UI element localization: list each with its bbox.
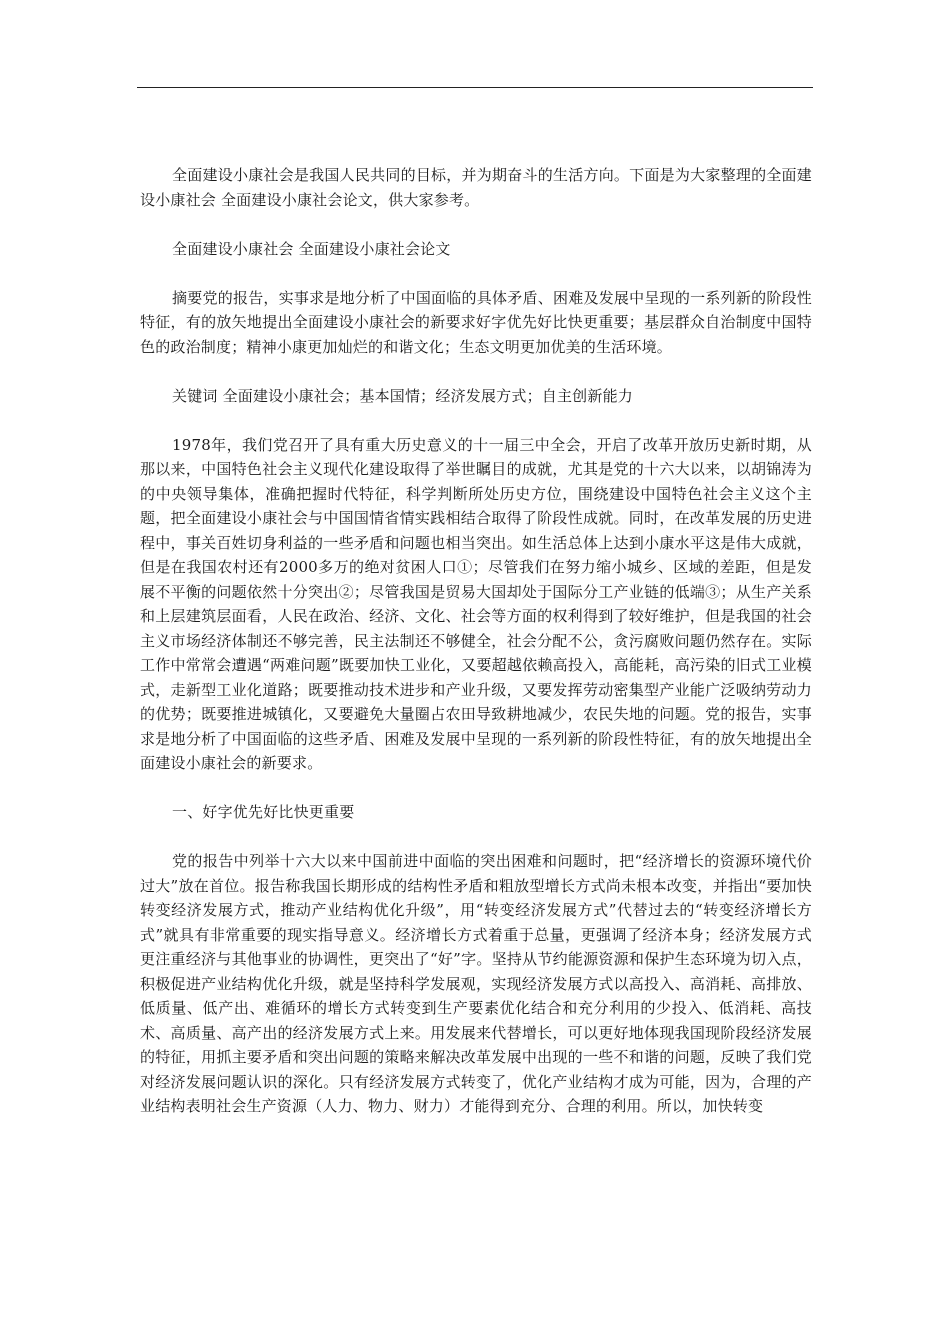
abstract-paragraph: 摘要党的报告，实事求是地分析了中国面临的具体矛盾、困难及发展中呈现的一系列新的阶段性特征，有的放矢地提出全面建设小康社会的新要求好字优先好比快更重要；基层群众自治制度中国特色的政治制度；精神小康更加灿烂的和谐文化；生态文明更加优美的生活环境。 bbox=[140, 288, 812, 356]
intro-paragraph: 全面建设小康社会是我国人民共同的目标，并为期奋斗的生活方向。下面是为大家整理的全面建设小康社会 全面建设小康社会论文，供大家参考。 bbox=[140, 166, 812, 209]
body-paragraph-1: 1978年，我们党召开了具有重大历史意义的十一届三中全会，开启了改革开放历史新时期，从那以来，中国特色社会主义现代化建设取得了举世瞩目的成就，尤其是党的十六大以来，以胡锦涛为的中央领导集体，准确把握时代特征，科学判断所处历史方位，围绕建设中国特色社会主义这个主题，把全面建设小康社会与中国国情省情实践相结合取得了阶段性成就。同时，在改革发展的历史进程中，事关百姓切身利益的一些矛盾和问题也相当突出。如生活总体上达到小康水平这是伟大成就，但是在我国农村还有2000多万的绝对贫困人口①；尽管我们在努力缩小城乡、区域的差距，但是发展不平衡的问题依然十分突出②；尽管我国是贸易大国却处于国际分工产业链的低端③；从生产关系和上层建筑层面看，人民在政治、经济、文化、社会等方面的权利得到了较好维护，但是我国的社会主义市场经济体制还不够完善，民主法制还不够健全，社会分配不公，贪污腐败问题仍然存在。实际工作中常常会遭遇“两难问题”既要加快工业化，又要超越依赖高投入，高能耗，高污染的旧式工业模式，走新型工业化道路；既要推动技术进步和产业升级，又要发挥劳动密集型产业能广泛吸纳劳动力的优势；既要推进城镇化，又要避免大量圈占农田导致耕地减少，农民失地的问题。党的报告，实事求是地分析了中国面临的这些矛盾、困难及发展中呈现的一系列新的阶段性特征，有的放矢地提出全面建设小康社会的新要求。 bbox=[140, 435, 812, 772]
section-heading-1: 一、好字优先好比快更重要 bbox=[172, 803, 355, 821]
header-rule bbox=[137, 87, 813, 88]
body-paragraph-2: 党的报告中列举十六大以来中国前进中面临的突出困难和问题时，把“经济增长的资源环境代价过大”放在首位。报告称我国长期形成的结构性矛盾和粗放型增长方式尚未根本改变，并指出“要加快转变经济发展方式，推动产业结构优化升级”，用“转变经济发展方式”代替过去的“转变经济增长方式”就具有非常重要的现实指导意义。经济增长方式着重于总量，更强调了经济本身；经济发展方式更注重经济与其他事业的协调性，更突出了“好”字。坚持从节约能源资源和保护生态环境为切入点，积极促进产业结构优化升级，就是坚持科学发展观，实现经济发展方式以高投入、高消耗、高排放、低质量、低产出、难循环的增长方式转变到生产要素优化结合和充分利用的少投入、低消耗、高技术、高质量、高产出的经济发展方式上来。用发展来代替增长，可以更好地体现我国现阶段经济发展的特征，用抓主要矛盾和突出问题的策略来解决改革发展中出现的一些不和谐的问题，反映了我们党对经济发展问题认识的深化。只有经济发展方式转变了，优化产业结构才成为可能，因为，合理的产业结构表明社会生产资源（人力、物力、财力）才能得到充分、合理的利用。所以，加快转变 bbox=[140, 852, 812, 1115]
keywords-line: 关键词 全面建设小康社会；基本国情；经济发展方式；自主创新能力 bbox=[172, 386, 633, 405]
document-body bbox=[140, 163, 812, 1143]
document-title: 全面建设小康社会 全面建设小康社会论文 bbox=[172, 239, 451, 258]
